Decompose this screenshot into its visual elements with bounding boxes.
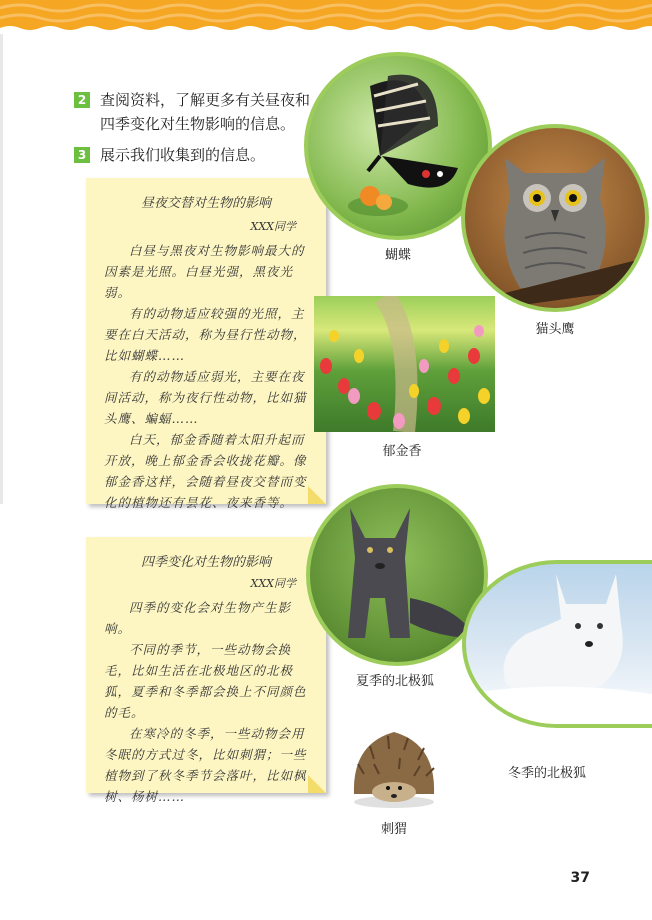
caption-owl: 猫头鹰 — [535, 322, 575, 337]
step-number-badge: 2 — [74, 92, 90, 108]
step-2 — [74, 88, 310, 136]
owl-icon — [465, 128, 645, 308]
note-body: 白昼与黑夜对生物影响最大的因素是光照。白昼光强，黑夜光弱。 有的动物适应较强的光照，主要在白天活动，称为昼行性动物，比如蝴蝶…… 有的动物适应弱光，主要在夜间活动，称为夜行性动物，比如猫头鹰、蝙蝠…… 白天，郁金香随着太阳升起而开放，晚上郁金香会收拢花瓣。像郁金香这样，会随着昼夜交替而变化的植物还有昙花、夜来香等。 — [104, 243, 307, 510]
note-day-night — [86, 178, 326, 510]
winter-fox-photo — [462, 560, 652, 728]
caption-summer-fox: 夏季的北极狐 — [355, 674, 434, 689]
step-3 — [74, 143, 265, 167]
note-title: 四季变化对生物的影响 — [140, 555, 271, 570]
step-text: 查阅资料，了解更多有关昼夜和 四季变化对生物影响的信息。 — [100, 91, 311, 133]
hedgehog-icon — [344, 714, 444, 810]
note-body: 四季的变化会对生物产生影响。 不同的季节，一些动物会换毛，比如生活在北极地区的北极狐，夏季和冬季都会换上不同颜色的毛。 在寒冷的冬季，一些动物会用冬眠的方式过冬，比如刺猬；一些植物到了秋冬季节会落叶，比如枫树、杨树…… — [104, 600, 307, 804]
caption-butterfly: 蝴蝶 — [384, 248, 411, 263]
step-number-badge: 3 — [74, 147, 90, 163]
owl-photo — [461, 124, 649, 312]
note-author: XXX同学 — [250, 220, 296, 233]
step-text: 展示我们收集到的信息。 — [100, 146, 266, 164]
arctic-fox-icon — [466, 564, 652, 724]
page-edge-shadow — [0, 34, 3, 504]
page-curl — [308, 775, 326, 793]
caption-tulip: 郁金香 — [382, 444, 422, 459]
note-title: 昼夜交替对生物的影响 — [140, 196, 271, 211]
caption-hedgehog: 刺猬 — [380, 822, 407, 837]
tulip-photo — [314, 296, 495, 432]
page-number: 37 — [570, 870, 590, 886]
tulip-field-icon — [314, 296, 495, 432]
caption-winter-fox: 冬季的北极狐 — [507, 766, 586, 781]
top-decorative-band — [0, 0, 652, 34]
hedgehog-photo — [344, 714, 444, 810]
note-seasons — [86, 537, 326, 804]
fox-icon — [310, 488, 484, 662]
note-author: XXX同学 — [250, 577, 296, 590]
summer-fox-photo — [306, 484, 488, 666]
page-curl — [308, 486, 326, 504]
